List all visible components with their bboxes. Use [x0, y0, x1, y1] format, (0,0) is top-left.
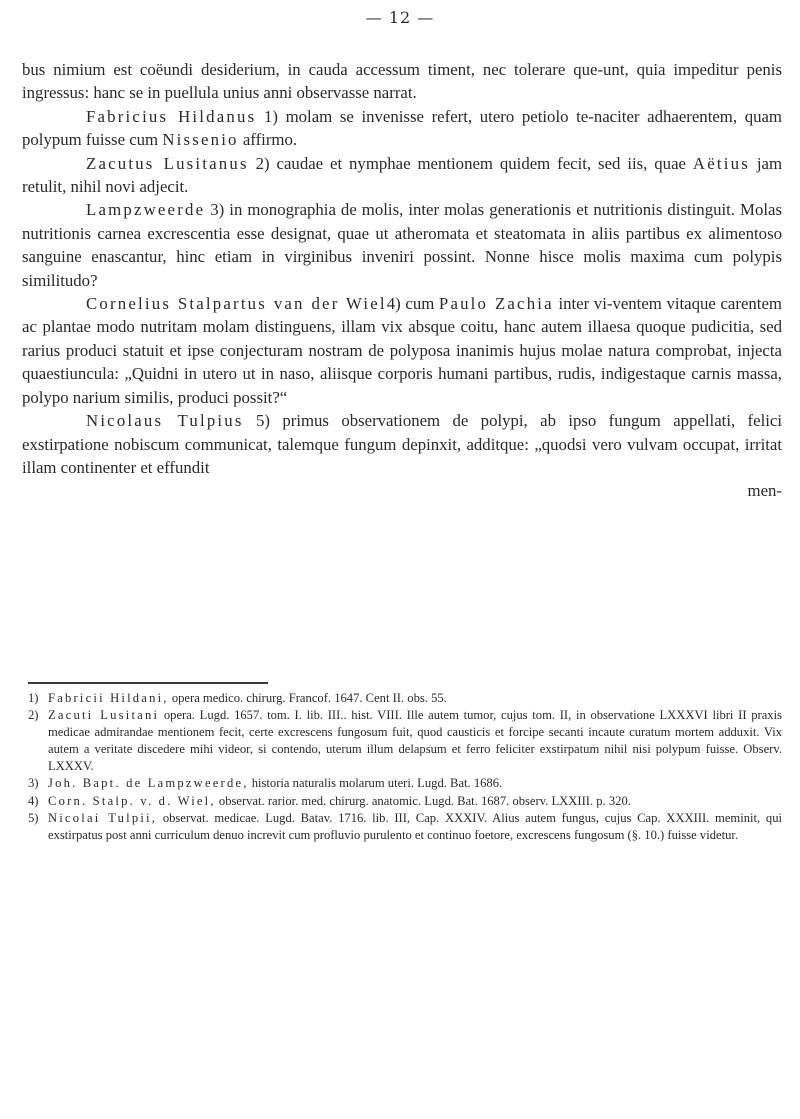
footnotes	[22, 690, 782, 844]
continuation-word: men-	[747, 481, 782, 501]
paragraph-zacutus: Zacutus Lusitanus 2) caudae et nymphae mentionem quidem fecit, sed iis, quae Aëtius jam retulit, nihil novi adjecit.	[22, 153, 783, 197]
footnote-item: 3) Joh. Bapt. de Lampzweerde, historia naturalis molarum uteri. Lugd. Bat. 1686.	[28, 776, 503, 791]
paragraph-stalpartus: Cornelius Stalpartus van der Wiel4) cum Paulo Zachia inter vi-ventem vitaque carentem ac plantae modo nutritam molam distinguens, illam vix absque coitu, hanc autem illaesa quoque pudicitia, sed rarius produci statuit et ipse conjecturam nostram de polyposa inanimis hujus molae natura comprobat, injecta quaestiuncula: „Quidni in utero ut in naso, aliisque corporis humani partibus, rudis, indigestaque carnis massa, polypo narium similis, produci possit?“	[22, 294, 782, 407]
page-number: — 12 —	[365, 8, 435, 27]
footnote-item: 4) Corn. Stalp. v. d. Wiel, observat. rarior. med. chirurg. anatomic. Lugd. Bat. 1687. observ. LXXIII. p. 320.	[28, 793, 631, 808]
paragraph-continuation: bus nimium est coëundi desiderium, in cauda accessum timent, nec tolerare que-unt, quia impeditur penis ingressus: hanc se in puellula unius anni observasse narrat.	[22, 60, 782, 103]
footnote-item: 1) Fabricii Hildani, opera medico. chirurg. Francof. 1647. Cent II. obs. 55.	[28, 691, 447, 705]
footnote-divider	[28, 682, 268, 684]
main-text	[22, 58, 782, 503]
paragraph-fabricius: Fabricius Hildanus 1) molam se invenisse refert, utero petiolo te-naciter adhaerentem, quam polypum fuisse cum Nissenio affirmo.	[22, 106, 782, 150]
paragraph-lampzweerde: Lampzweerde 3) in monographia de molis, inter molas generationis et nutritionis distinguit. Molas nutritionis carnea excrescentia esse designat, quae ut atheromata et steatomata in aliis partibus ex alimentoso sanguine enascantur, hinc etiam in virginibus inveniri possint. Nonne hisce molis maxima cum polypis similitudo?	[22, 200, 782, 290]
footnote-item: 5) Nicolai Tulpii, observat. medicae. Lugd. Batav. 1716. lib. III, Cap. XXXIV. Alius autem fungus, cujus Cap. XXXIII. meminit, qui exstirpatus post anni curriculum denuo increvit cum profluvio purulento et continuo foetore, excrescens fungosum (§. 10.) fuisse videtur.	[28, 810, 782, 842]
footnote-item: 2) Zacuti Lusitani opera. Lugd. 1657. tom. I. lib. III.. hist. VIII. Ille autem tumor, cujus tom. II, in observatione LXXXVI libri II praxis medicae admirandae mentionem fecit, certe excrescens fungosum fuit, quod causticis et forcipe secanti incaute curatum mortem adduxit. Vix autem a veritate discedere mihi videor, si contendo, uterum illum delapsum et ferro feliciter exstirpatum nihil nisi polypum fuisse. Observ. LXXXV.	[28, 708, 782, 774]
paragraph-tulpius: Nicolaus Tulpius 5) primus observationem de polypi, ab ipso fungum appellati, felici exstirpatione nobiscum communicat, talemque fungum depinxit, additque: „quodsi vero vulvam occupat, irritat illam continenter et effundit	[22, 411, 783, 477]
